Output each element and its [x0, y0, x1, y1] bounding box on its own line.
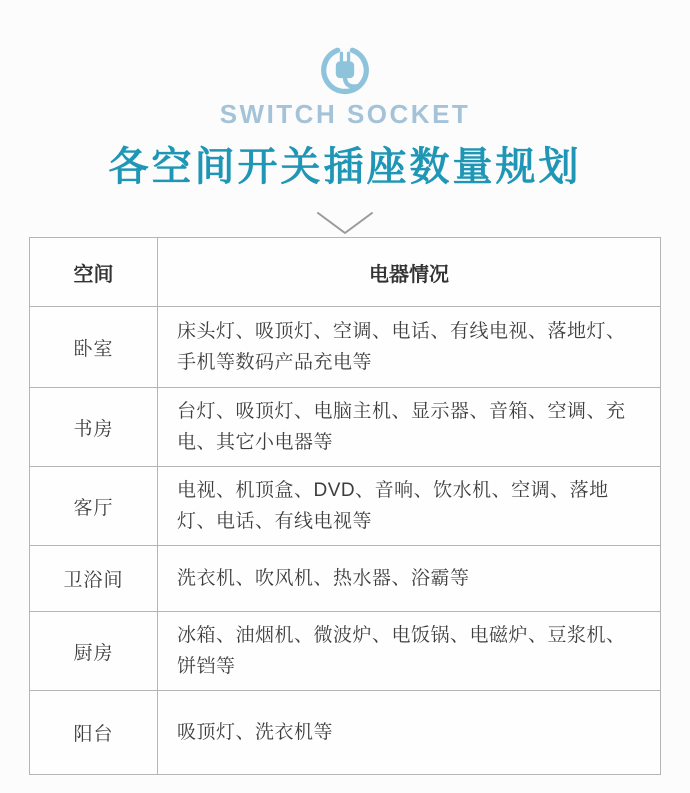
space-cell: 卧室: [30, 307, 158, 388]
column-header-appliances: 电器情况: [158, 238, 661, 307]
appliances-cell: 台灯、吸顶灯、电脑主机、显示器、音箱、空调、充电、其它小电器等: [158, 388, 661, 467]
appliances-cell: 洗衣机、吹风机、热水器、浴霸等: [158, 546, 661, 612]
plug-icon: [316, 40, 374, 98]
space-cell: 客厅: [30, 467, 158, 546]
table-row: [30, 546, 661, 612]
chevron-down-icon: [0, 209, 690, 237]
column-header-space: 空间: [30, 238, 158, 307]
space-cell: 书房: [30, 388, 158, 467]
page-title: 各空间开关插座数量规划: [108, 145, 582, 189]
table-row: [30, 691, 661, 775]
table-row: [30, 388, 661, 467]
subtitle: SWITCH SOCKET: [219, 99, 471, 129]
table-header-row: [30, 238, 661, 307]
table-row: [30, 612, 661, 691]
header: [0, 0, 690, 237]
table-row: [30, 467, 661, 546]
appliances-cell: 床头灯、吸顶灯、空调、电话、有线电视、落地灯、手机等数码产品充电等: [158, 307, 661, 388]
appliances-cell: 电视、机顶盒、DVD、音响、饮水机、空调、落地灯、电话、有线电视等: [158, 467, 661, 546]
table-row: [30, 307, 661, 388]
space-cell: 阳台: [30, 691, 158, 775]
space-cell: 卫浴间: [30, 546, 158, 612]
appliances-cell: 吸顶灯、洗衣机等: [158, 691, 661, 775]
appliances-cell: 冰箱、油烟机、微波炉、电饭锅、电磁炉、豆浆机、饼铛等: [158, 612, 661, 691]
space-cell: 厨房: [30, 612, 158, 691]
socket-plan-table: [29, 237, 661, 775]
